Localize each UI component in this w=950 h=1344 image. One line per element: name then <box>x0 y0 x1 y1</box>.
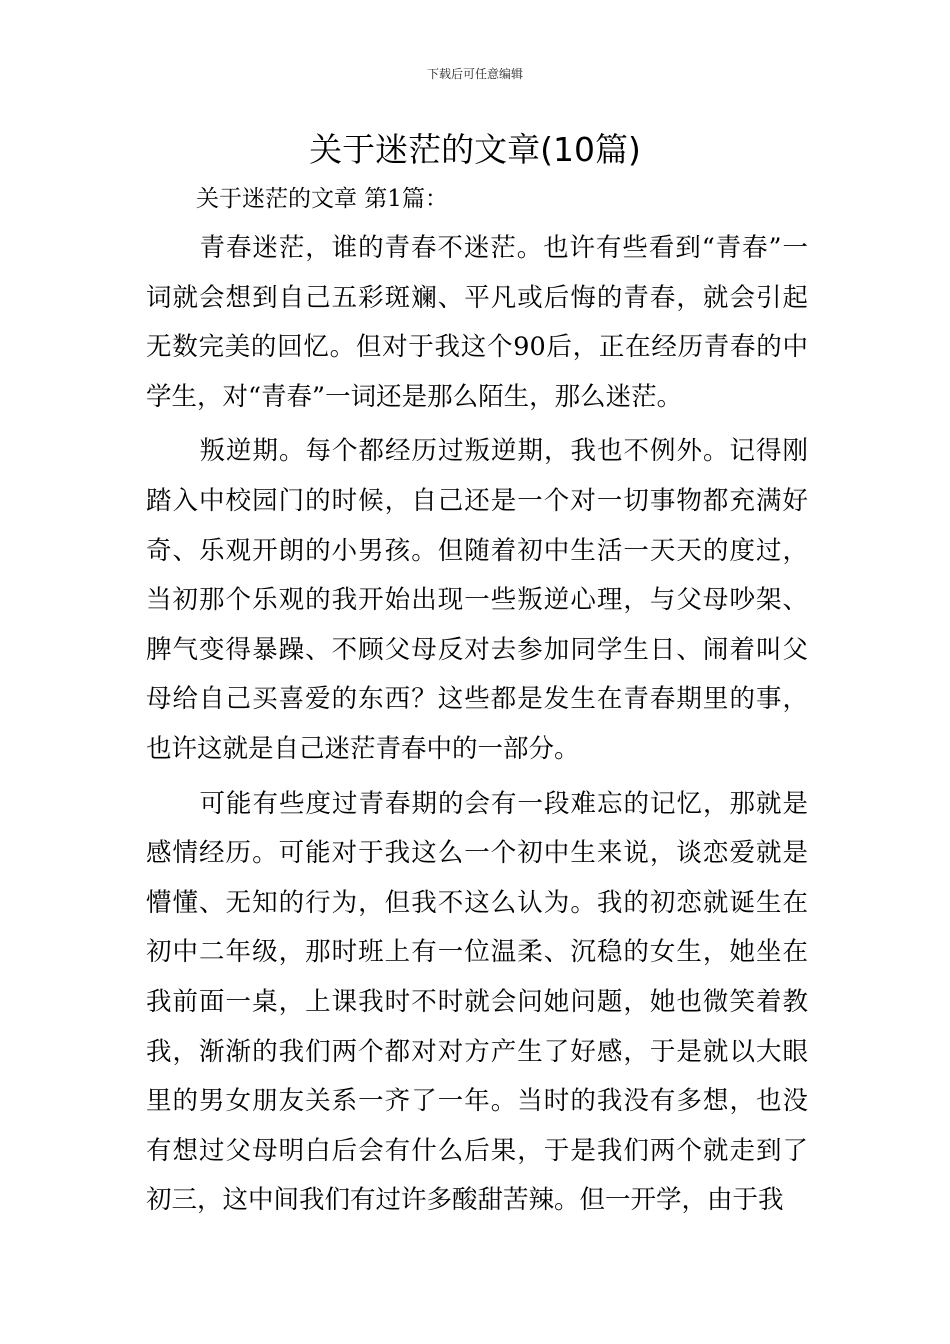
paragraph-1: 青春迷茫，谁的青春不迷茫。也许有些看到“青春”一词就会想到自己五彩斑斓、平凡或后悔的青春，就会引起无数完美的回忆。但对于我这个90后，正在经历青春的中学生，对“青春”一词还是那么陌生，那么迷茫。 <box>146 233 808 412</box>
header-note: 下载后可任意编辑 <box>426 67 523 81</box>
paragraph-3: 可能有些度过青春期的会有一段难忘的记忆，那就是感情经历。可能对于我这么一个初中生来说，谈恋爱就是懵懂、无知的行为，但我不这么认为。我的初恋就诞生在初中二年级，那时班上有一位温柔、沉稳的女生，她坐在我前面一桌，上课我时不时就会问她问题，她也微笑着教我，渐渐的我们两个都对对方产生了好感，于是就以大眼里的男女朋友关系一齐了一年。当时的我没有多想，也没有想过父母明白后会有什么后果，于是我们两个就走到了初三，这中间我们有过许多酸甜苦辣。但一开学，由于我 <box>146 788 808 1216</box>
section-subtitle: 关于迷茫的文章 第1篇： <box>196 186 448 212</box>
document-title: 关于迷茫的文章(10篇) <box>309 130 641 169</box>
article-body <box>146 224 808 1231</box>
paragraph-2: 叛逆期。每个都经历过叛逆期，我也不例外。记得刚踏入中校园门的时候，自己还是一个对一切事物都充满好奇、乐观开朗的小男孩。但随着初中生活一天天的度过，当初那个乐观的我开始出现一些叛逆心理，与父母吵架、脾气变得暴躁、不顾父母反对去参加同学生日、闹着叫父母给自己买喜爱的东西？这些都是发生在青春期里的事，也许这就是自己迷茫青春中的一部分。 <box>146 436 808 764</box>
